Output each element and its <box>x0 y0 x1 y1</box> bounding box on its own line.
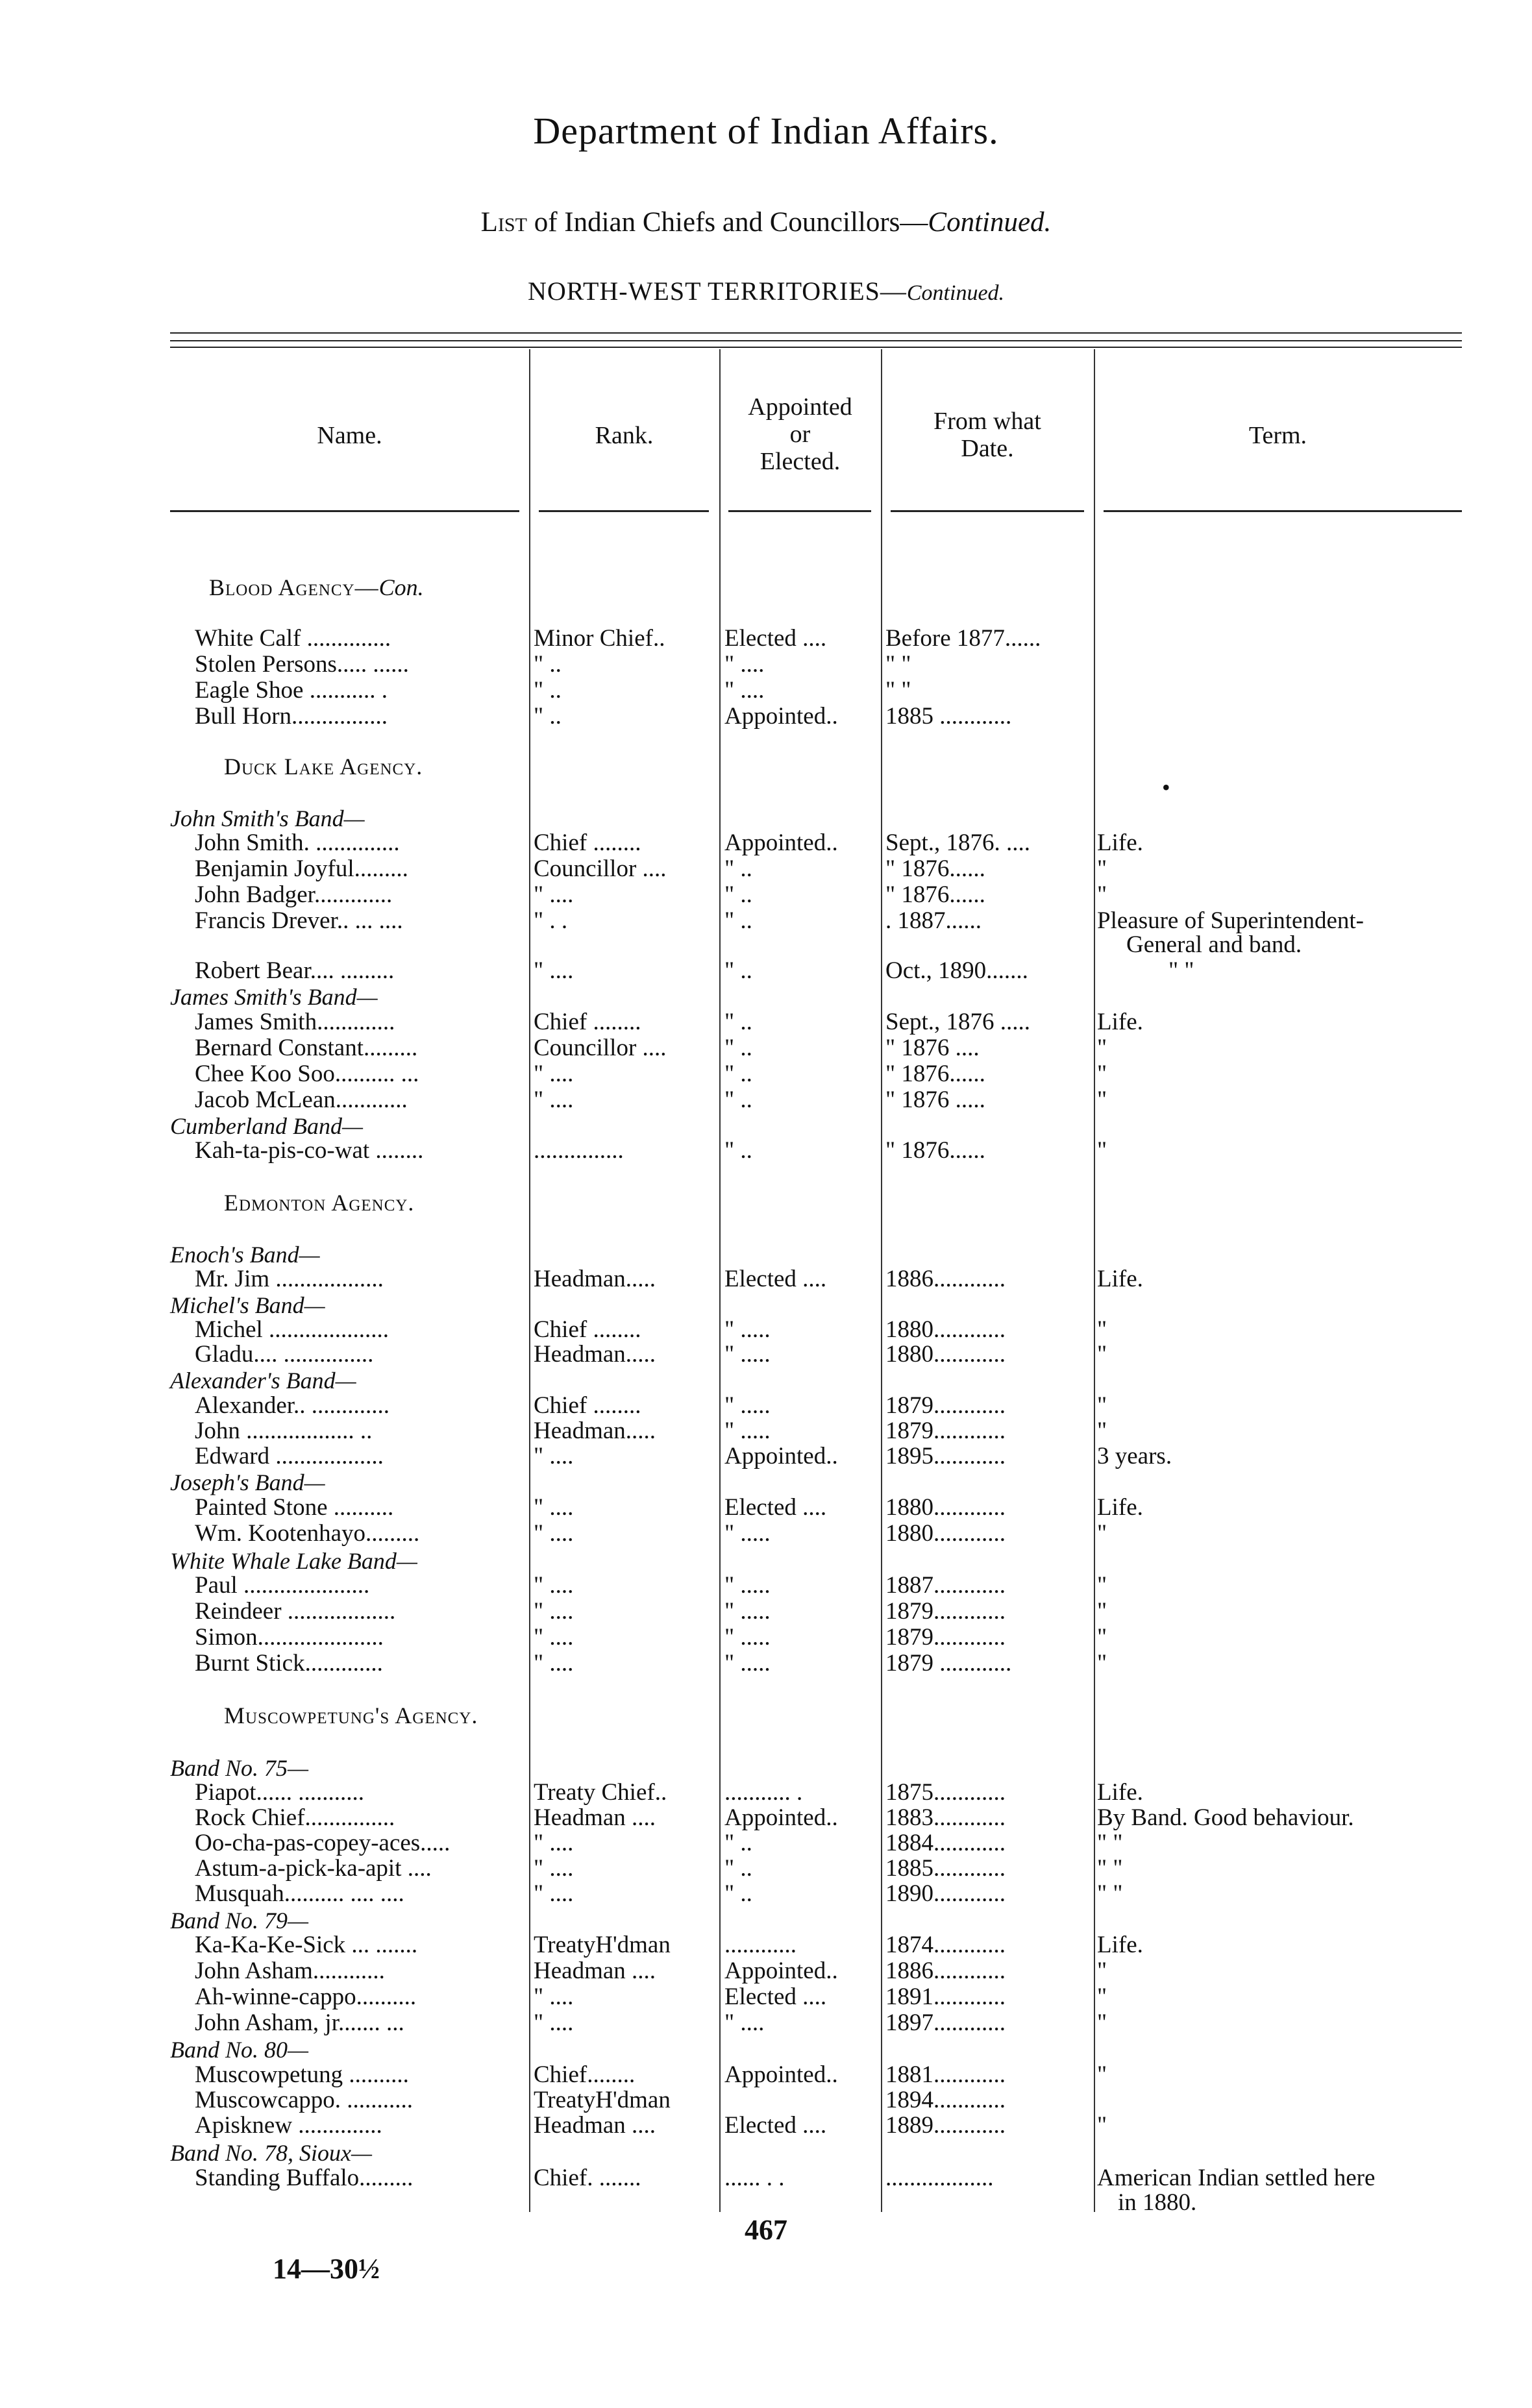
cell-term: General and band. <box>1126 932 1302 958</box>
cell-term: Life. <box>1097 1266 1143 1292</box>
table-row <box>0 2062 1532 2088</box>
cell-rank: Headman..... <box>534 1342 656 1368</box>
cell-date: .................. <box>885 2165 994 2191</box>
table-row <box>0 626 1532 652</box>
cell-rank: " .... <box>534 958 574 984</box>
table-row <box>0 830 1532 856</box>
cell-name: John Asham, jr....... ... <box>195 2010 404 2036</box>
cell-date: " 1876...... <box>885 1061 985 1087</box>
band-heading: Band No. 75— <box>170 1755 309 1781</box>
cell-name: James Smith............. <box>195 1009 395 1035</box>
cell-rank: Chief ........ <box>534 830 641 856</box>
table-row <box>0 1573 1532 1599</box>
cell-term: Life. <box>1097 1009 1143 1035</box>
cell-name: Stolen Persons..... ...... <box>195 652 409 678</box>
cell-rank: " .... <box>534 1087 574 1113</box>
cell-term: in 1880. <box>1118 2190 1197 2216</box>
cell-date: 1874............ <box>885 1932 1006 1958</box>
header-appointed-line-1: Appointed <box>748 393 852 421</box>
cell-term: By Band. Good behaviour. <box>1097 1805 1354 1831</box>
cell-name: Ah-winne-cappo.......... <box>195 1984 417 2010</box>
cell-date: 1884............ <box>885 1830 1006 1856</box>
cell-term: " <box>1097 2113 1107 2139</box>
cell-date: " 1876...... <box>885 882 985 908</box>
cell-appointed: Elected .... <box>724 1984 827 2010</box>
cell-appointed: " ..... <box>724 1342 771 1368</box>
cell-date: 1875............ <box>885 1780 1006 1806</box>
table-row <box>0 1418 1532 1444</box>
table-row <box>0 1780 1532 1806</box>
cell-name: Gladu.... ............... <box>195 1342 374 1368</box>
table-row <box>0 1805 1532 1831</box>
cell-appointed: Appointed.. <box>724 830 838 856</box>
header-appointed-line-2: or <box>789 421 811 448</box>
cell-rank: " .... <box>534 1521 574 1547</box>
cell-appointed: Elected .... <box>724 2113 827 2139</box>
table-row <box>0 1393 1532 1419</box>
cell-name: Reindeer .................. <box>195 1599 396 1625</box>
cell-rank: Chief........ <box>534 2062 636 2088</box>
cell-name: Alexander.. ............. <box>195 1393 390 1419</box>
agency-blood-continued: Con. <box>378 574 424 600</box>
cell-appointed: " ..... <box>724 1317 771 1343</box>
cell-date: 1894............ <box>885 2087 1006 2113</box>
cell-term: " <box>1097 1651 1107 1677</box>
header-rule-term <box>1104 510 1462 512</box>
cell-date: Sept., 1876 ..... <box>885 1009 1031 1035</box>
cell-name: Muscowpetung .......... <box>195 2062 409 2088</box>
cell-date: 1886............ <box>885 1266 1006 1292</box>
cell-appointed: " .. <box>724 856 752 882</box>
cell-date: " " <box>885 652 911 678</box>
cell-rank: Chief. ....... <box>534 2165 641 2191</box>
cell-term: " <box>1097 1984 1107 2010</box>
cell-name: Ka-Ka-Ke-Sick ... ....... <box>195 1932 418 1958</box>
table-row <box>0 704 1532 730</box>
cell-term: " <box>1097 1599 1107 1625</box>
cell-appointed: Appointed.. <box>724 704 838 730</box>
cell-appointed: Elected .... <box>724 1266 827 1292</box>
cell-name: John .................. .. <box>195 1418 373 1444</box>
cell-term: " <box>1097 1573 1107 1599</box>
cell-name: Rock Chief............... <box>195 1805 395 1831</box>
table-row <box>0 1087 1532 1113</box>
header-rule-name <box>170 510 519 512</box>
table-row <box>0 1984 1532 2010</box>
cell-rank: " .... <box>534 1651 574 1677</box>
band-heading: White Whale Lake Band— <box>170 1548 417 1574</box>
cell-date: 1883............ <box>885 1805 1006 1831</box>
cell-rank: TreatyH'dman <box>534 2087 671 2113</box>
cell-date: 1881............ <box>885 2062 1006 2088</box>
table-row <box>0 2190 1532 2216</box>
cell-date: 1885............ <box>885 1856 1006 1882</box>
table-row <box>0 2165 1532 2191</box>
band-heading: James Smith's Band— <box>170 984 378 1010</box>
cell-name: Painted Stone .......... <box>195 1495 394 1521</box>
cell-date: " 1876...... <box>885 856 985 882</box>
cell-term: Life. <box>1097 830 1143 856</box>
table-row <box>0 1138 1532 1164</box>
header-rule-appointed <box>728 510 871 512</box>
cell-name: Paul ..................... <box>195 1573 370 1599</box>
band-heading: Band No. 79— <box>170 1908 309 1934</box>
cell-appointed: " .... <box>724 652 765 678</box>
cell-date: Sept., 1876. .... <box>885 830 1031 856</box>
table-row <box>0 932 1532 958</box>
region-name: NORTH-WEST TERRITORIES— <box>527 276 907 306</box>
cell-term: American Indian settled here <box>1097 2165 1376 2191</box>
cell-name: Chee Koo Soo.......... ... <box>195 1061 419 1087</box>
band-heading: Alexander's Band— <box>170 1368 356 1394</box>
cell-name: Muscowcappo. ........... <box>195 2087 414 2113</box>
header-date <box>881 408 1094 462</box>
cell-rank: " .... <box>534 1881 574 1907</box>
cell-appointed: " .. <box>724 958 752 984</box>
table-row <box>0 1061 1532 1087</box>
header-name: Name. <box>317 422 382 449</box>
top-rule-2 <box>170 340 1462 341</box>
cell-term: " " <box>1168 958 1194 984</box>
cell-name: Burnt Stick............. <box>195 1651 383 1677</box>
cell-rank: " .... <box>534 1830 574 1856</box>
table-row <box>0 1317 1532 1343</box>
cell-name: Wm. Kootenhayo......... <box>195 1521 420 1547</box>
cell-date: 1886............ <box>885 1958 1006 1984</box>
cell-appointed: " .. <box>724 1087 752 1113</box>
cell-appointed: ............ <box>724 1932 797 1958</box>
header-term: Term. <box>1248 422 1307 449</box>
table-row <box>0 1521 1532 1547</box>
cell-rank: " .... <box>534 1599 574 1625</box>
cell-name: Jacob McLean............ <box>195 1087 408 1113</box>
table-row <box>0 958 1532 984</box>
cell-term: 3 years. <box>1097 1444 1172 1469</box>
cell-name: Kah-ta-pis-co-wat ........ <box>195 1138 424 1164</box>
cell-term: " <box>1097 1418 1107 1444</box>
cell-date: " " <box>885 678 911 704</box>
cell-appointed: " .. <box>724 1009 752 1035</box>
cell-name: Edward .................. <box>195 1444 384 1469</box>
cell-rank: " .... <box>534 1061 574 1087</box>
cell-date: 1879............ <box>885 1393 1006 1419</box>
cell-term: " <box>1097 1061 1107 1087</box>
cell-date: 1897............ <box>885 2010 1006 2036</box>
cell-rank: " .... <box>534 2010 574 2036</box>
cell-term: " <box>1097 1035 1107 1061</box>
cell-rank: Councillor .... <box>534 856 667 882</box>
cell-name: John Badger............. <box>195 882 393 908</box>
cell-rank: Minor Chief.. <box>534 626 665 652</box>
cell-term: " <box>1097 2010 1107 2036</box>
cell-appointed: ...... . . <box>724 2165 785 2191</box>
cell-rank: " .... <box>534 882 574 908</box>
cell-rank: " .. <box>534 678 562 704</box>
cell-date: 1880............ <box>885 1495 1006 1521</box>
cell-term: " <box>1097 1087 1107 1113</box>
list-title <box>0 206 1532 238</box>
table-row <box>0 1932 1532 1958</box>
stray-mark: • <box>1162 774 1170 800</box>
cell-appointed: " ..... <box>724 1393 771 1419</box>
cell-name: White Calf .............. <box>195 626 391 652</box>
cell-term: Pleasure of Superintendent- <box>1097 908 1364 934</box>
cell-name: Astum-a-pick-ka-apit .... <box>195 1856 432 1882</box>
cell-date: 1879 ............ <box>885 1651 1012 1677</box>
table-row <box>0 1625 1532 1651</box>
cell-term: " " <box>1097 1830 1123 1856</box>
cell-rank: " .... <box>534 1444 574 1469</box>
cell-date: . 1887...... <box>885 908 982 934</box>
cell-date: 1887............ <box>885 1573 1006 1599</box>
cell-name: Mr. Jim .................. <box>195 1266 384 1292</box>
table-row <box>0 1881 1532 1907</box>
cell-rank: " .... <box>534 1625 574 1651</box>
table-row <box>0 2087 1532 2113</box>
cell-appointed: " .. <box>724 1035 752 1061</box>
band-heading: Joseph's Band— <box>170 1469 325 1495</box>
band-heading: Michel's Band— <box>170 1292 325 1318</box>
sessional-reference: 14—30½ <box>273 2253 380 2285</box>
cell-date: " 1876 ..... <box>885 1087 985 1113</box>
cell-date: 1891............ <box>885 1984 1006 2010</box>
header-appointed <box>719 393 881 475</box>
cell-appointed: " ..... <box>724 1521 771 1547</box>
cell-term: " <box>1097 1138 1107 1164</box>
agency-heading-edmonton: Edmonton Agency. <box>224 1190 415 1216</box>
agency-heading-blood <box>209 574 424 601</box>
cell-date: 1895............ <box>885 1444 1006 1469</box>
department-title: Department of Indian Affairs. <box>533 110 999 152</box>
header-date-line-1: From what <box>933 408 1041 435</box>
cell-appointed: Elected .... <box>724 626 827 652</box>
table-row <box>0 1266 1532 1292</box>
table-row <box>0 908 1532 934</box>
cell-rank: Headman .... <box>534 2113 656 2139</box>
table-row <box>0 1035 1532 1061</box>
cell-name: Bull Horn................ <box>195 704 388 730</box>
agency-blood-name: Blood Agency— <box>209 574 379 600</box>
cell-name: Standing Buffalo......... <box>195 2165 414 2191</box>
cell-rank: Councillor .... <box>534 1035 667 1061</box>
cell-term: " " <box>1097 1856 1123 1882</box>
cell-rank: " .... <box>534 1495 574 1521</box>
cell-appointed: " ..... <box>724 1599 771 1625</box>
cell-name: Francis Drever.. ... .... <box>195 908 403 934</box>
cell-term: " " <box>1097 1881 1123 1907</box>
table-row <box>0 1495 1532 1521</box>
table-row <box>0 1444 1532 1469</box>
band-heading: Cumberland Band— <box>170 1113 363 1139</box>
cell-rank: Headman .... <box>534 1958 656 1984</box>
table-row <box>0 1856 1532 1882</box>
cell-rank: Chief ........ <box>534 1393 641 1419</box>
cell-term: " <box>1097 1958 1107 1984</box>
list-title-continued: Continued. <box>928 207 1052 238</box>
cell-rank: " .... <box>534 1573 574 1599</box>
cell-term: Life. <box>1097 1495 1143 1521</box>
cell-name: Michel .................... <box>195 1317 389 1343</box>
cell-date: 1879............ <box>885 1625 1006 1651</box>
cell-name: Musquah.......... .... .... <box>195 1881 404 1907</box>
cell-name: Simon..................... <box>195 1625 384 1651</box>
cell-term: " <box>1097 856 1107 882</box>
header-appointed-line-3: Elected. <box>760 448 841 475</box>
cell-name: Robert Bear.... ......... <box>195 958 395 984</box>
cell-date: 1885 ............ <box>885 704 1012 730</box>
table-row <box>0 1958 1532 1984</box>
cell-appointed: " .. <box>724 1830 752 1856</box>
table-row <box>0 1830 1532 1856</box>
cell-rank: " .. <box>534 652 562 678</box>
cell-term: " <box>1097 1393 1107 1419</box>
table-row <box>0 1651 1532 1677</box>
cell-name: Oo-cha-pas-copey-aces..... <box>195 1830 451 1856</box>
cell-date: " 1876 .... <box>885 1035 980 1061</box>
cell-appointed: " .. <box>724 882 752 908</box>
table-row <box>0 652 1532 678</box>
cell-term: Life. <box>1097 1932 1143 1958</box>
cell-appointed: " .. <box>724 1061 752 1087</box>
cell-rank: Chief ........ <box>534 1009 641 1035</box>
cell-rank: Headman..... <box>534 1266 656 1292</box>
cell-date: Before 1877...... <box>885 626 1041 652</box>
cell-date: Oct., 1890....... <box>885 958 1028 984</box>
band-heading: Enoch's Band— <box>170 1242 320 1268</box>
cell-appointed: " ..... <box>724 1625 771 1651</box>
region-title <box>0 276 1532 306</box>
cell-name: John Smith. .............. <box>195 830 400 856</box>
table-row <box>0 882 1532 908</box>
page-number: 467 <box>745 2214 787 2246</box>
cell-rank: Headman..... <box>534 1418 656 1444</box>
cell-appointed: " .... <box>724 678 765 704</box>
cell-appointed: Appointed.. <box>724 1958 838 1984</box>
band-heading: Band No. 80— <box>170 2037 309 2063</box>
cell-rank: " . . <box>534 908 568 934</box>
cell-name: Eagle Shoe ........... . <box>195 678 388 704</box>
cell-term: " <box>1097 1317 1107 1343</box>
table-row <box>0 2113 1532 2139</box>
cell-term: " <box>1097 1625 1107 1651</box>
cell-term: " <box>1097 882 1107 908</box>
list-title-mid: of Indian Chiefs and Councillors— <box>526 207 928 238</box>
cell-appointed: Appointed.. <box>724 1444 838 1469</box>
cell-term: " <box>1097 1342 1107 1368</box>
table-row <box>0 678 1532 704</box>
cell-appointed: " ..... <box>724 1418 771 1444</box>
top-rule-3 <box>170 347 1462 348</box>
cell-date: 1880............ <box>885 1521 1006 1547</box>
cell-appointed: " ..... <box>724 1573 771 1599</box>
table-row <box>0 2010 1532 2036</box>
cell-rank: " .... <box>534 1856 574 1882</box>
cell-rank: " .... <box>534 1984 574 2010</box>
cell-appointed: Appointed.. <box>724 1805 838 1831</box>
cell-rank: Headman .... <box>534 1805 656 1831</box>
cell-appointed: Elected .... <box>724 1495 827 1521</box>
cell-date: 1889............ <box>885 2113 1006 2139</box>
cell-name: Piapot...... ........... <box>195 1780 365 1806</box>
region-continued: Continued. <box>906 281 1005 305</box>
cell-date: 1890............ <box>885 1881 1006 1907</box>
cell-rank: " .. <box>534 704 562 730</box>
header-rank: Rank. <box>595 422 654 449</box>
cell-appointed: Appointed.. <box>724 2062 838 2088</box>
cell-name: Apisknew .............. <box>195 2113 382 2139</box>
header-rule-rank <box>539 510 709 512</box>
cell-appointed: " .. <box>724 1881 752 1907</box>
table-row <box>0 856 1532 882</box>
cell-name: John Asham............ <box>195 1958 385 1984</box>
cell-term: " <box>1097 2062 1107 2088</box>
cell-date: 1880............ <box>885 1342 1006 1368</box>
list-title-lead: List <box>480 207 527 238</box>
cell-date: 1879............ <box>885 1418 1006 1444</box>
agency-heading-muscowpetung: Muscowpetung's Agency. <box>224 1702 478 1728</box>
cell-rank: ............... <box>534 1138 624 1164</box>
table-row <box>0 1009 1532 1035</box>
band-heading: Band No. 78, Sioux— <box>170 2140 372 2166</box>
cell-name: Bernard Constant......... <box>195 1035 418 1061</box>
table-row <box>0 1599 1532 1625</box>
cell-rank: Treaty Chief.. <box>534 1780 667 1806</box>
cell-appointed: " .. <box>724 1138 752 1164</box>
cell-appointed: " .... <box>724 2010 765 2036</box>
cell-rank: Chief ........ <box>534 1317 641 1343</box>
cell-date: 1879............ <box>885 1599 1006 1625</box>
cell-name: Benjamin Joyful......... <box>195 856 408 882</box>
cell-term: Life. <box>1097 1780 1143 1806</box>
table-row <box>0 1342 1532 1368</box>
cell-term: " <box>1097 1521 1107 1547</box>
cell-rank: TreatyH'dman <box>534 1932 671 1958</box>
cell-date: 1880............ <box>885 1317 1006 1343</box>
cell-appointed: ........... . <box>724 1780 803 1806</box>
header-date-line-2: Date. <box>961 435 1014 462</box>
band-heading: John Smith's Band— <box>170 805 365 831</box>
agency-heading-duck-lake: Duck Lake Agency. <box>224 754 423 780</box>
cell-appointed: " .. <box>724 1856 752 1882</box>
cell-date: " 1876...... <box>885 1138 985 1164</box>
header-rule-date <box>891 510 1084 512</box>
top-rule-1 <box>170 332 1462 334</box>
cell-appointed: " .. <box>724 908 752 934</box>
cell-appointed: " ..... <box>724 1651 771 1677</box>
